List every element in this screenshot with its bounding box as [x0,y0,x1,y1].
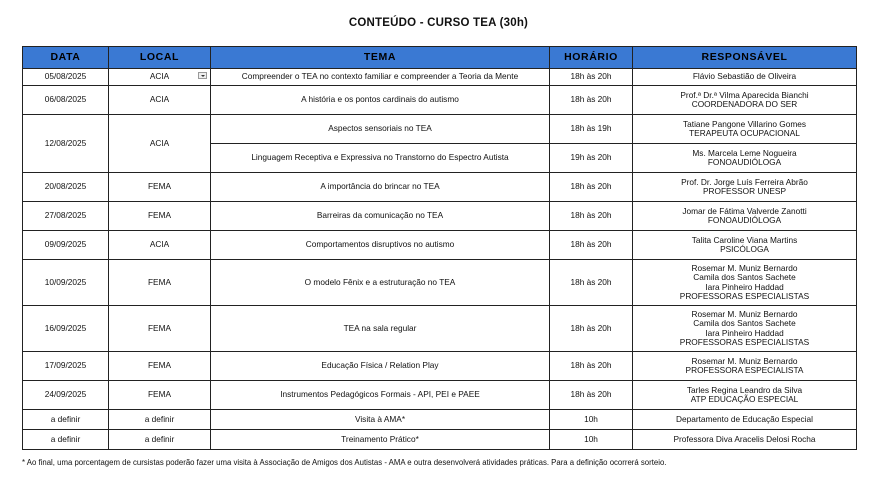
cell-horario: 18h às 20h [550,202,633,231]
cell-data: 16/09/2025 [23,306,109,352]
header-horario: HORÁRIO [550,47,633,69]
table-row [23,260,857,306]
cell-horario: 10h [550,430,633,450]
cell-horario: 18h às 20h [550,69,633,86]
cell-tema: TEA na sala regular [211,306,550,352]
cell-responsavel [633,352,857,381]
responsavel-line: Rosemar M. Muniz Bernardo [691,308,798,319]
responsavel-line: Jomar de Fátima Valverde Zanotti [682,205,807,216]
responsavel-line: Flávio Sebastião de Oliveira [692,71,797,82]
header-data: DATA [23,47,109,69]
responsavel-line: Talita Caroline Viana Martins [691,234,798,245]
responsavel-line: PROFESSORA ESPECIALISTA [685,365,804,375]
cell-local: ACIA [109,231,211,260]
responsavel-line: Tatiane Pangone Villarino Gomes [683,118,806,129]
responsavel-line: FONOAUDIÓLOGA [707,157,782,167]
cell-local: a definir [109,410,211,430]
cell-horario: 18h às 19h [550,115,633,144]
responsavel-line: Prof.ª Dr.ª Vilma Aparecida Bianchi [680,89,809,100]
cell-local[interactable] [109,69,211,86]
header-responsavel: RESPONSÁVEL [633,47,857,69]
cell-data: 10/09/2025 [23,260,109,306]
cell-responsavel [633,410,857,430]
cell-horario: 18h às 20h [550,173,633,202]
table-row [23,231,857,260]
cell-local: ACIA [109,86,211,115]
cell-local: ACIA [109,115,211,173]
cell-data: 20/08/2025 [23,173,109,202]
dropdown-arrow-icon[interactable] [198,72,207,79]
cell-tema: Comportamentos disruptivos no autismo [211,231,550,260]
table-row [23,430,857,450]
table-row [23,381,857,410]
cell-tema: Instrumentos Pedagógicos Formais - API, PEI e PAEE [211,381,550,410]
responsavel-line: Professora Diva Aracelis Delosi Rocha [673,433,816,444]
responsavel-line: Rosemar M. Muniz Bernardo [691,355,798,366]
header-row [23,47,857,69]
header-local: LOCAL [109,47,211,69]
cell-responsavel [633,144,857,173]
cell-data: 12/08/2025 [23,115,109,173]
cell-responsavel [633,430,857,450]
cell-horario: 18h às 20h [550,306,633,352]
cell-local: FEMA [109,173,211,202]
schedule-table [22,46,857,450]
responsavel-line: PROFESSOR UNESP [703,186,786,196]
responsavel-line: FONOAUDIÓLOGA [707,215,782,225]
cell-responsavel [633,260,857,306]
cell-local: FEMA [109,306,211,352]
table-row [23,410,857,430]
cell-data: a definir [23,410,109,430]
responsavel-line: Ms. Marcela Leme Nogueira [692,147,797,158]
responsavel-line: Iara Pinheiro Haddad [705,327,784,338]
cell-data: 27/08/2025 [23,202,109,231]
footnote: * Ao final, uma porcentagem de cursistas poderão fazer uma visita à Associação de Amigos dos Autistas - AMA e outra desenvolverá atividades práticas. Para a definição ocorrerá sorteio. [22,458,667,467]
responsavel-line: PSICÓLOGA [720,244,769,254]
responsavel-line: PROFESSORAS ESPECIALISTAS [679,290,810,301]
cell-tema: A importância do brincar no TEA [211,173,550,202]
cell-responsavel [633,173,857,202]
cell-horario: 19h às 20h [550,144,633,173]
cell-horario: 18h às 20h [550,86,633,115]
cell-responsavel [633,231,857,260]
table-row [23,115,857,144]
cell-data: 24/09/2025 [23,381,109,410]
cell-tema: Compreender o TEA no contexto familiar e compreender a Teoria da Mente [211,69,550,86]
table-row [23,202,857,231]
cell-tema: Treinamento Prático* [211,430,550,450]
cell-local: a definir [109,430,211,450]
cell-horario: 18h às 20h [550,352,633,381]
cell-local-text: ACIA [149,71,170,82]
cell-tema: Barreiras da comunicação no TEA [211,202,550,231]
responsavel-line: Iara Pinheiro Haddad [705,281,784,292]
cell-local: FEMA [109,202,211,231]
cell-local: FEMA [109,352,211,381]
cell-horario: 10h [550,410,633,430]
cell-responsavel [633,86,857,115]
table-row [23,306,857,352]
cell-horario: 18h às 20h [550,260,633,306]
header-tema: TEMA [211,47,550,69]
cell-horario: 18h às 20h [550,231,633,260]
responsavel-line: COORDENADORA DO SER [691,99,798,109]
table-row [23,173,857,202]
table-row [23,352,857,381]
cell-data: 09/09/2025 [23,231,109,260]
cell-data: 06/08/2025 [23,86,109,115]
responsavel-line: Prof. Dr. Jorge Luís Ferreira Abrão [681,176,808,187]
cell-data: 17/09/2025 [23,352,109,381]
cell-data: 05/08/2025 [23,69,109,86]
responsavel-line: TERAPEUTA OCUPACIONAL [689,128,800,138]
responsavel-line: Camila dos Santos Sachete [693,272,796,283]
cell-responsavel [633,69,857,86]
cell-horario: 18h às 20h [550,381,633,410]
cell-responsavel [633,381,857,410]
cell-tema: O modelo Fênix e a estruturação no TEA [211,260,550,306]
responsavel-line: Tarles Regina Leandro da Silva [686,384,803,395]
cell-local: FEMA [109,381,211,410]
cell-tema: Aspectos sensoriais no TEA [211,115,550,144]
responsavel-line: ATP EDUCAÇÃO ESPECIAL [690,394,799,404]
cell-data: a definir [23,430,109,450]
responsavel-line: Departamento de Educação Especial [676,413,813,424]
cell-tema: Visita à AMA* [211,410,550,430]
cell-tema: A história e os pontos cardinais do autismo [211,86,550,115]
cell-responsavel [633,306,857,352]
cell-tema: Linguagem Receptiva e Expressiva no Transtorno do Espectro Autista [211,144,550,173]
table-row [23,69,857,86]
page-title: CONTEÚDO - CURSO TEA (30h) [348,17,529,29]
cell-responsavel [633,115,857,144]
responsavel-line: PROFESSORAS ESPECIALISTAS [679,336,810,347]
cell-local: FEMA [109,260,211,306]
responsavel-line: Rosemar M. Muniz Bernardo [691,262,798,273]
responsavel-line: Camila dos Santos Sachete [693,318,796,329]
table-row [23,86,857,115]
cell-responsavel [633,202,857,231]
cell-tema: Educação Física / Relation Play [211,352,550,381]
